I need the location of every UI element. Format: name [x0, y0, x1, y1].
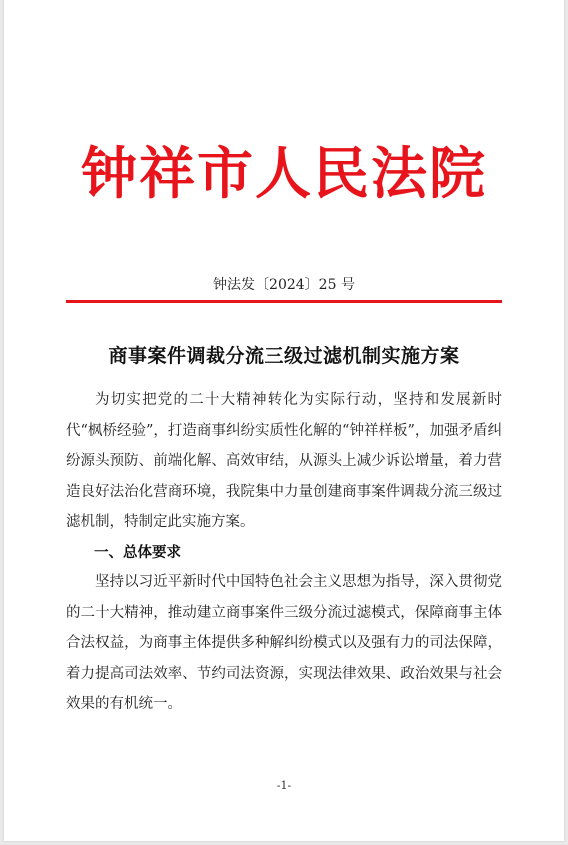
- page-number: -1-: [276, 779, 292, 792]
- court-name-header: 钟祥市人民法院: [81, 141, 487, 207]
- document-title: 商事案件调裁分流三级过滤机制实施方案: [108, 345, 460, 367]
- red-divider-line: [66, 300, 502, 303]
- intro-paragraph: 为切实把党的二十大精神转化为实际行动，坚持和发展新时代“枫桥经验”，打造商事纠纷实质性化解的“钟祥样板”，加强矛盾纠纷源头预防、前端化解、高效审结，从源头上减少诉讼增量，着力营造良好法治化营商环境，我院集中力量创建商事案件调裁分流三级过滤机制，特制定此实施方案。: [66, 392, 502, 530]
- document-number: 钟法发〔2024〕25 号: [213, 277, 355, 293]
- section-heading: 一、总体要求: [94, 545, 181, 561]
- section-paragraph: 坚持以习近平新时代中国特色社会主义思想为指导，深入贯彻党的二十大精神，推动建立商事案件三级分流过滤模式，保障商事主体合法权益，为商事主体提供多种解纠纷模式以及强有力的司法保障，着力提高司法效率、节约司法资源，实现法律效果、政治效果与社会效果的有机统一。: [66, 574, 502, 712]
- document-page: [4, 0, 564, 841]
